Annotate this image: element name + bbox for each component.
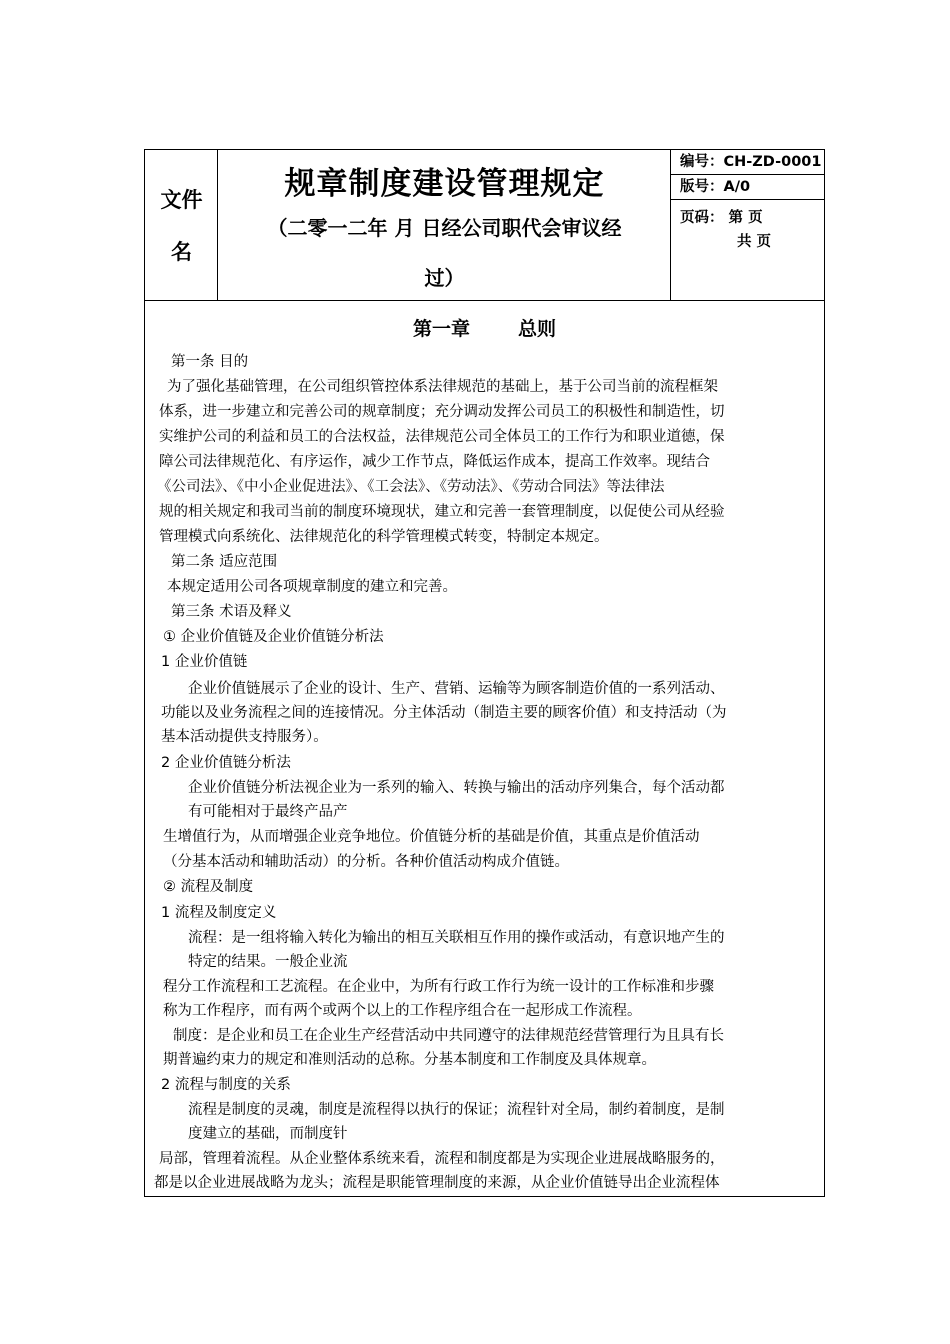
body-line: 都是以企业进展战略为龙头；流程是职能管理制度的来源，从企业价值链导出企业流程体	[154, 1175, 720, 1191]
body-line: 企业价值链展示了企业的设计、生产、营销、运输等为顾客制造价值的一系列活动、	[188, 681, 725, 697]
doc-number: 编号：CH-ZD-0001	[671, 150, 824, 175]
body-line: 有可能相对于最终产品产	[188, 804, 348, 820]
body-line: 生增值行为，从而增强企业竞争地位。价值链分析的基础是价值，其重点是价值活动	[163, 829, 700, 845]
body-line: 度建立的基础，而制度针	[188, 1126, 348, 1142]
header-divider	[145, 300, 824, 301]
body-line: 第一条 目的	[171, 354, 249, 370]
body-line: 实维护公司的利益和员工的合法权益，法律规范公司全体员工的工作行为和职业道德，保	[159, 429, 725, 445]
body-line: ① 企业价值链及企业价值链分析法	[163, 629, 384, 645]
doc-version: 版号：A/0	[671, 175, 824, 200]
body-line: 2 流程与制度的关系	[161, 1077, 291, 1093]
body-line: 基本活动提供支持服务）。	[161, 729, 328, 745]
body-line: 为了强化基础管理，在公司组织管控体系法律规范的基础上，基于公司当前的流程框架	[167, 379, 718, 395]
chapter-name: 总则	[518, 318, 557, 340]
chapter-number: 第一章	[412, 318, 470, 340]
body-line: 第二条 适应范围	[171, 554, 278, 570]
body-line: 程分工作流程和工艺流程。在企业中，为所有行政工作行为统一设计的工作标准和步骤	[163, 979, 714, 995]
body-line: 流程：是一组将输入转化为输出的相互关联相互作用的操作或活动，有意识地产生的	[188, 930, 725, 946]
body-line: （分基本活动和辅助活动）的分析。各种价值活动构成介值链。	[163, 854, 569, 870]
body-line: 称为工作程序，而有两个或两个以上的工作程序组合在一起形成工作流程。	[163, 1003, 642, 1019]
body-line: 体系，进一步建立和完善公司的规章制度；充分调动发挥公司员工的积极性和制造性，切	[159, 404, 725, 420]
body-line: 2 企业价值链分析法	[161, 755, 291, 771]
title-cell	[218, 150, 671, 300]
body-line: 障公司法律规范化、有序运作，减少工作节点，降低运作成本，提高工作效率。现结合	[159, 454, 710, 470]
document-title: 规章制度建设管理规定	[284, 166, 605, 202]
body-line: 企业价值链分析法视企业为一系列的输入、转换与输出的活动序列集合，每个活动都	[188, 780, 725, 796]
body-line: 1 流程及制度定义	[161, 905, 277, 921]
body-line: 制度：是企业和员工在企业生产经营活动中共同遵守的法律规范经营管理行为且具有长	[173, 1028, 724, 1044]
document-table	[144, 149, 825, 1197]
body-line: 管理模式向系统化、法律规范化的科学管理模式转变，特制定本规定。	[159, 529, 609, 545]
body-line: 局部，管理着流程。从企业整体系统来看，流程和制度都是为实现企业进展战略服务的，	[159, 1151, 725, 1167]
document-subtitle-line2: 过）	[424, 266, 465, 290]
body-line: 期普遍约束力的规定和准则活动的总称。分基本制度和工作制度及具体规章。	[163, 1052, 656, 1068]
body-line: 《公司法》、《中小企业促进法》、《工会法》、《劳动法》、《劳动合同法》等法律法	[157, 479, 665, 495]
page-label: 页码： 第 页	[680, 210, 763, 226]
chapter-heading	[145, 314, 824, 341]
file-name-label-line1: 文件	[160, 188, 203, 212]
body-line: 第三条 术语及释义	[171, 604, 292, 620]
body-line: 流程是制度的灵魂，制度是流程得以执行的保证；流程针对全局，制约着制度，是制	[188, 1102, 725, 1118]
file-name-label-line2: 名	[171, 240, 192, 264]
body-line: 特定的结果。一般企业流	[188, 954, 348, 970]
page-info	[671, 200, 824, 300]
body-line: ② 流程及制度	[163, 879, 254, 895]
file-name-label-cell	[145, 150, 218, 300]
body-line: 功能以及业务流程之间的连接情况。分主体活动（制造主要的顾客价值）和支持活动（为	[161, 705, 727, 721]
document-subtitle-line1: （二零一二年 月 日经公司职代会审议经	[267, 216, 622, 240]
body-line: 1 企业价值链	[161, 654, 248, 670]
body-line: 本规定适用公司各项规章制度的建立和完善。	[167, 579, 457, 595]
meta-cell	[671, 150, 824, 300]
body-line: 规的相关规定和我司当前的制度环境现状，建立和完善一套管理制度，以促使公司从经验	[159, 504, 725, 520]
page-total: 共 页	[737, 234, 772, 250]
